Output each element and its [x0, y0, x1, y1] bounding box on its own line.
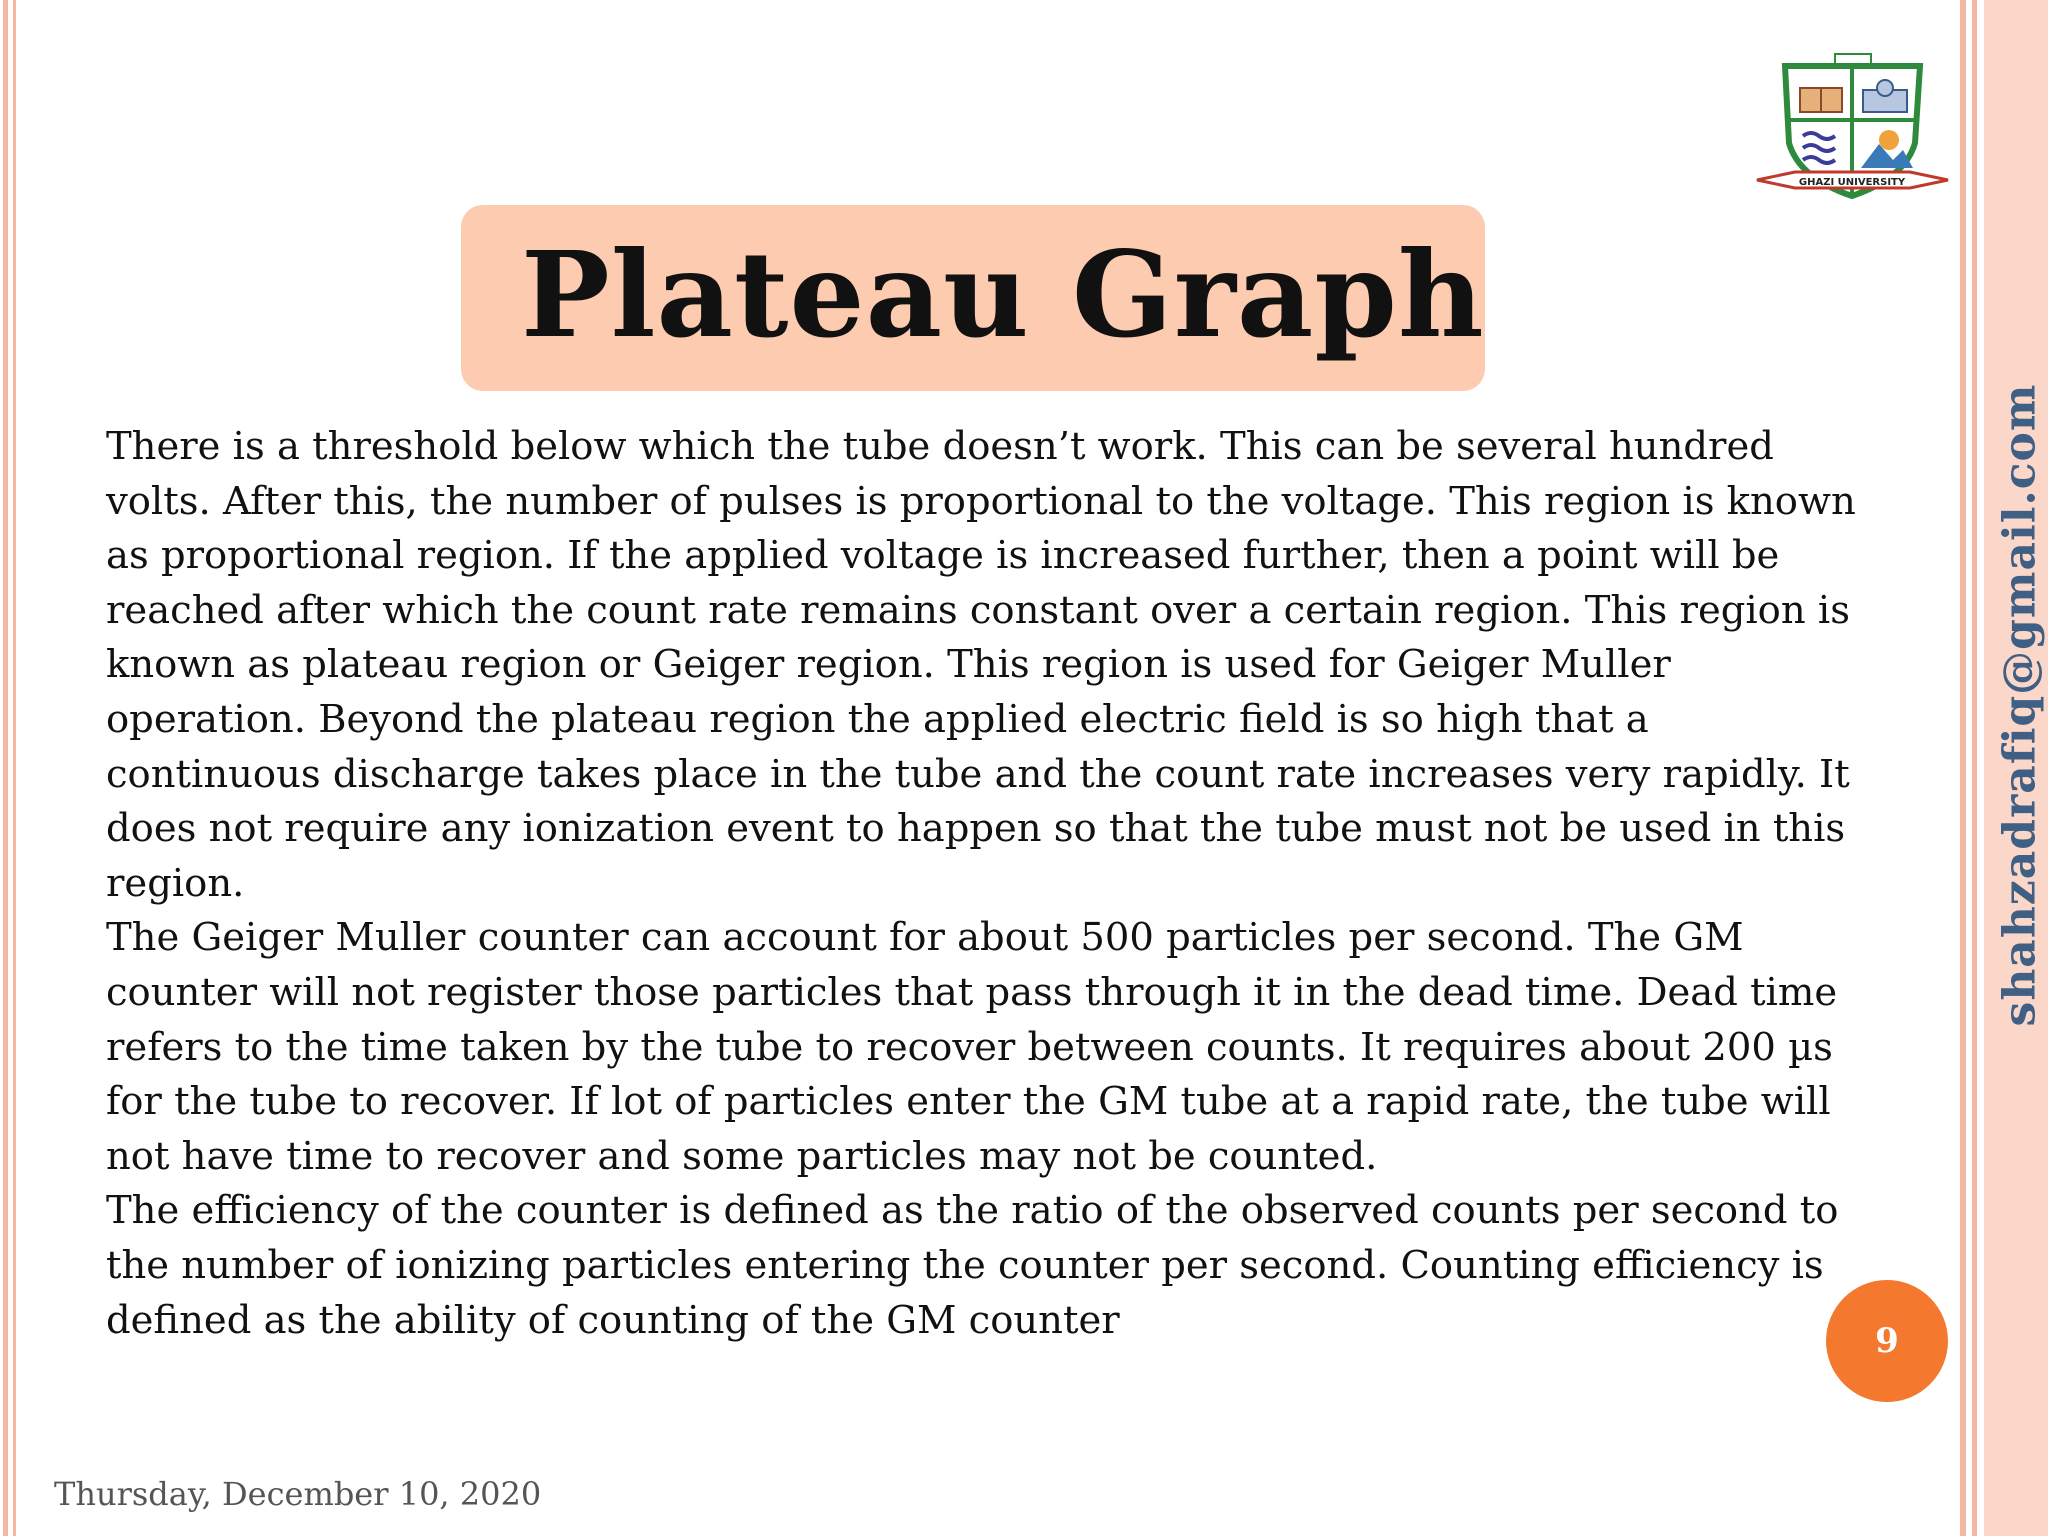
slide-title: Plateau Graph — [521, 225, 1485, 364]
university-crest-icon — [1755, 48, 1950, 208]
left-border-line-outer — [3, 0, 8, 1536]
right-border-line-inner — [1972, 0, 1977, 1536]
left-border-line-inner — [13, 0, 16, 1536]
side-email — [1994, 375, 2046, 1035]
right-border-line-outer — [1960, 0, 1966, 1536]
slide-body — [106, 420, 1866, 1348]
title-box — [461, 205, 1485, 391]
side-email-text: shahzadrafiq@gmail.com — [1994, 383, 2046, 1027]
slide-date: Thursday, December 10, 2020 — [54, 1475, 542, 1513]
left-border — [0, 0, 22, 1536]
svg-text:GHAZI UNIVERSITY: GHAZI UNIVERSITY — [1798, 177, 1906, 188]
paragraph-efficiency: The efficiency of the counter is defined as the ratio of the observed counts per second to the number of ionizing particles entering the counter per second. Counting efficiency is defined as the ability of counting of the GM counter — [106, 1188, 1839, 1343]
page-number-badge — [1826, 1280, 1948, 1402]
paragraph-dead-time: The Geiger Muller counter can account for about 500 particles per second. The GM counter will not register those particles that pass through it in the dead time. Dead time refers to the time taken by the tube to recover between counts. It requires about 200 µs for the tube to recover. If lot of particles enter the GM tube at a rapid rate, the tube will not have time to recover and some particles may not be counted. — [106, 915, 1838, 1179]
page-number: 9 — [1875, 1321, 1899, 1361]
paragraph-plateau: There is a threshold below which the tube doesn’t work. This can be several hundred volts. After this, the number of pulses is proportional to the voltage. This region is known as proportional region. If the applied voltage is increased further, then a point will be reached after which the count rate remains constant over a certain region. This region is known as plateau region or Geiger region. This region is used for Geiger Muller operation. Beyond the plateau region the applied electric field is so high that a continuous discharge takes place in the tube and the count rate increases very rapidly. It does not require any ionization event to happen so that the tube must not be used in this region. — [106, 424, 1856, 906]
